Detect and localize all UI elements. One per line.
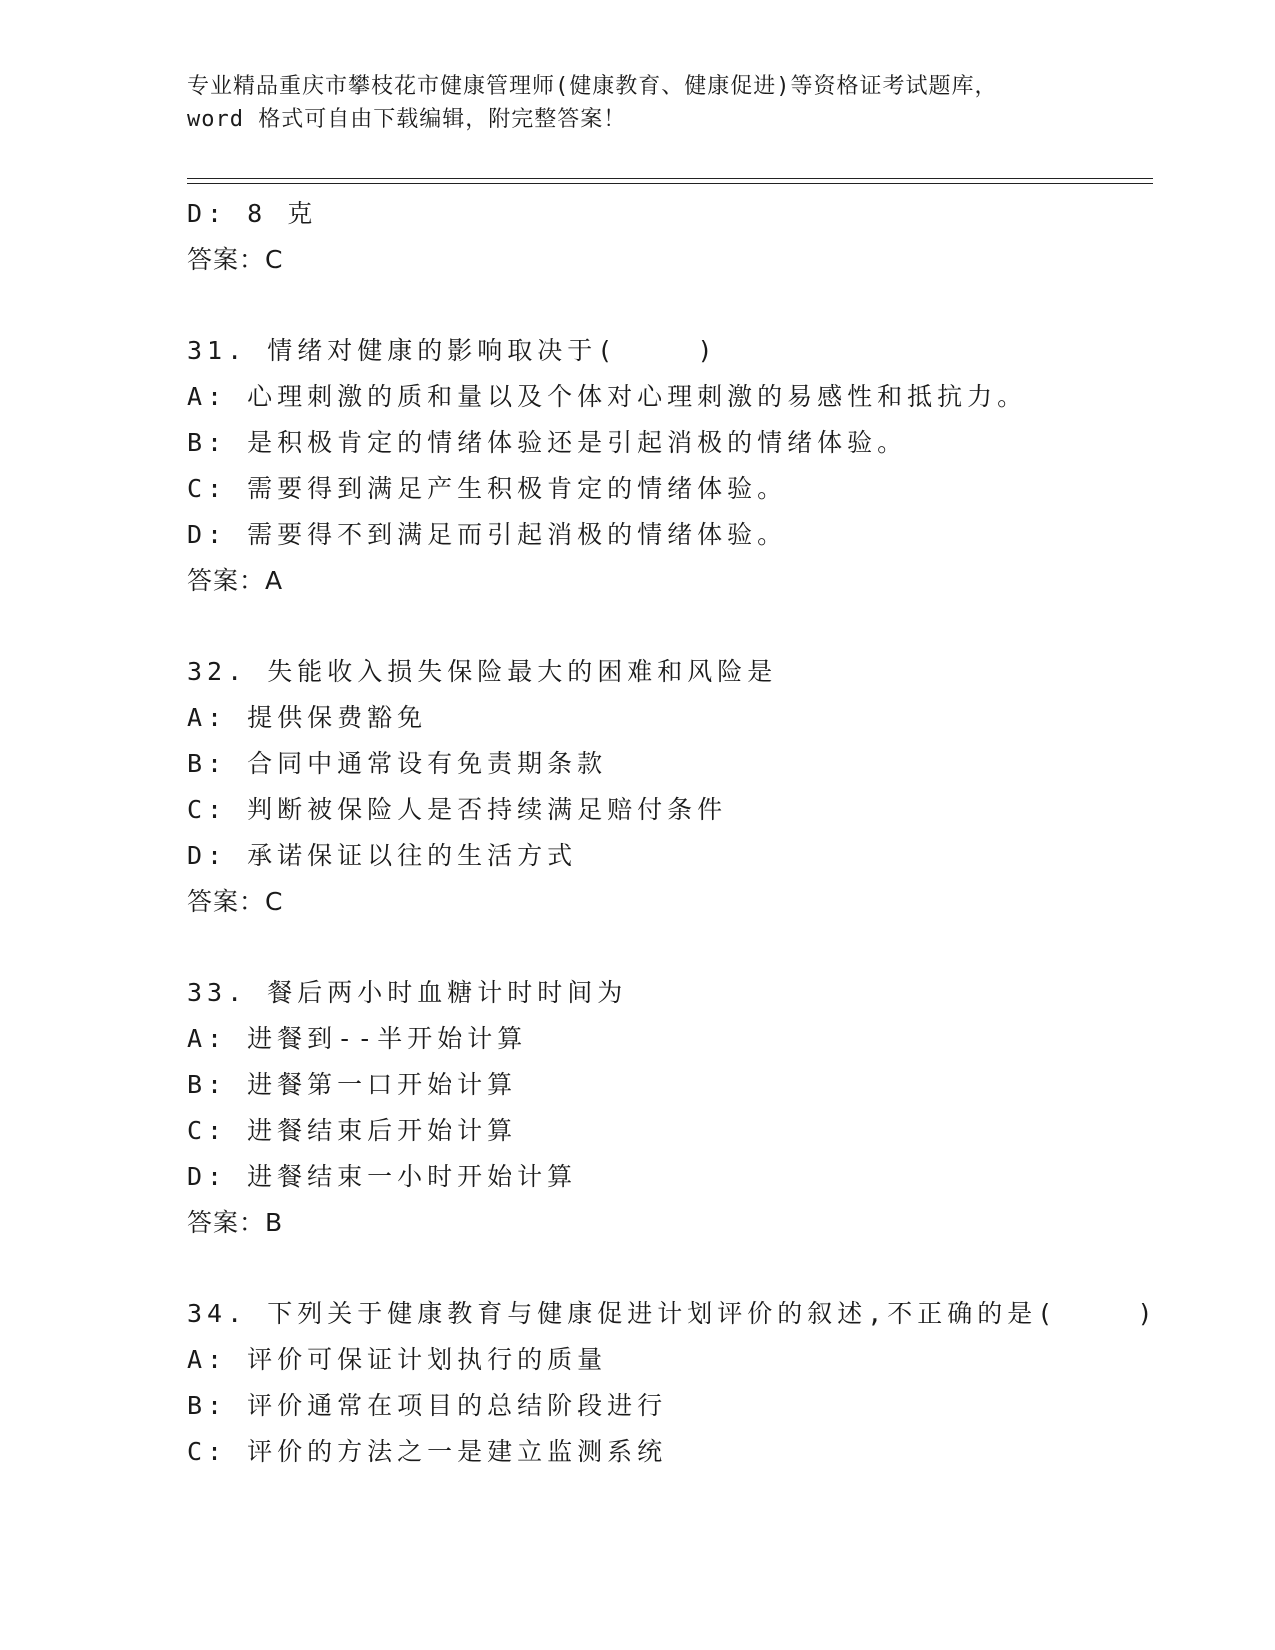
- question-32: [187, 649, 1187, 925]
- header-line-1: 专业精品重庆市攀枝花市健康管理师(健康教育、健康促进)等资格证考试题库，: [187, 74, 998, 99]
- option-c: C: 进餐结束后开始计算: [187, 1116, 518, 1145]
- option-b: B: 评价通常在项目的总结阶段进行: [187, 1391, 668, 1420]
- option-d: D: 进餐结束一小时开始计算: [187, 1162, 578, 1191]
- question-31: [187, 328, 1187, 604]
- question-33: [187, 970, 1187, 1246]
- answer: 答案：A: [187, 566, 284, 595]
- option-c: C: 需要得到满足产生积极肯定的情绪体验。: [187, 474, 788, 503]
- header-line-2: word 格式可自由下载编辑，附完整答案！: [187, 107, 627, 132]
- option-d: D: 承诺保证以往的生活方式: [187, 841, 578, 870]
- header-rule-bottom: [187, 183, 1153, 184]
- option-a: A: 评价可保证计划执行的质量: [187, 1345, 608, 1374]
- option-b: B: 进餐第一口开始计算: [187, 1070, 518, 1099]
- question-title: 33. 餐后两小时血糖计时时间为: [187, 978, 628, 1007]
- option-b: B: 合同中通常设有免责期条款: [187, 749, 608, 778]
- answer: 答案：C: [187, 887, 284, 916]
- option-c: C: 判断被保险人是否持续满足赔付条件: [187, 795, 728, 824]
- option-a: A: 进餐到--半开始计算: [187, 1024, 528, 1053]
- question-title: 32. 失能收入损失保险最大的困难和风险是: [187, 657, 778, 686]
- question-title: 34. 下列关于健康教育与健康促进计划评价的叙述,不正确的是( ): [187, 1299, 1158, 1328]
- option-a: A: 提供保费豁免: [187, 703, 428, 732]
- question-list: [187, 191, 1187, 1475]
- answer: 答案：B: [187, 1208, 284, 1237]
- header-rule-top: [187, 178, 1153, 179]
- question-34: [187, 1291, 1187, 1475]
- option-d: D: 需要得不到满足而引起消极的情绪体验。: [187, 520, 788, 549]
- question-title: 31. 情绪对健康的影响取决于( ): [187, 336, 718, 365]
- option-a: A: 心理刺激的质和量以及个体对心理刺激的易感性和抵抗力。: [187, 382, 1028, 411]
- option-b: B: 是积极肯定的情绪体验还是引起消极的情绪体验。: [187, 428, 908, 457]
- option-c: C: 评价的方法之一是建立监测系统: [187, 1437, 668, 1466]
- answer: 答案：C: [187, 245, 284, 274]
- option-d: D: 8 克: [187, 199, 318, 228]
- document-header: [187, 70, 1087, 136]
